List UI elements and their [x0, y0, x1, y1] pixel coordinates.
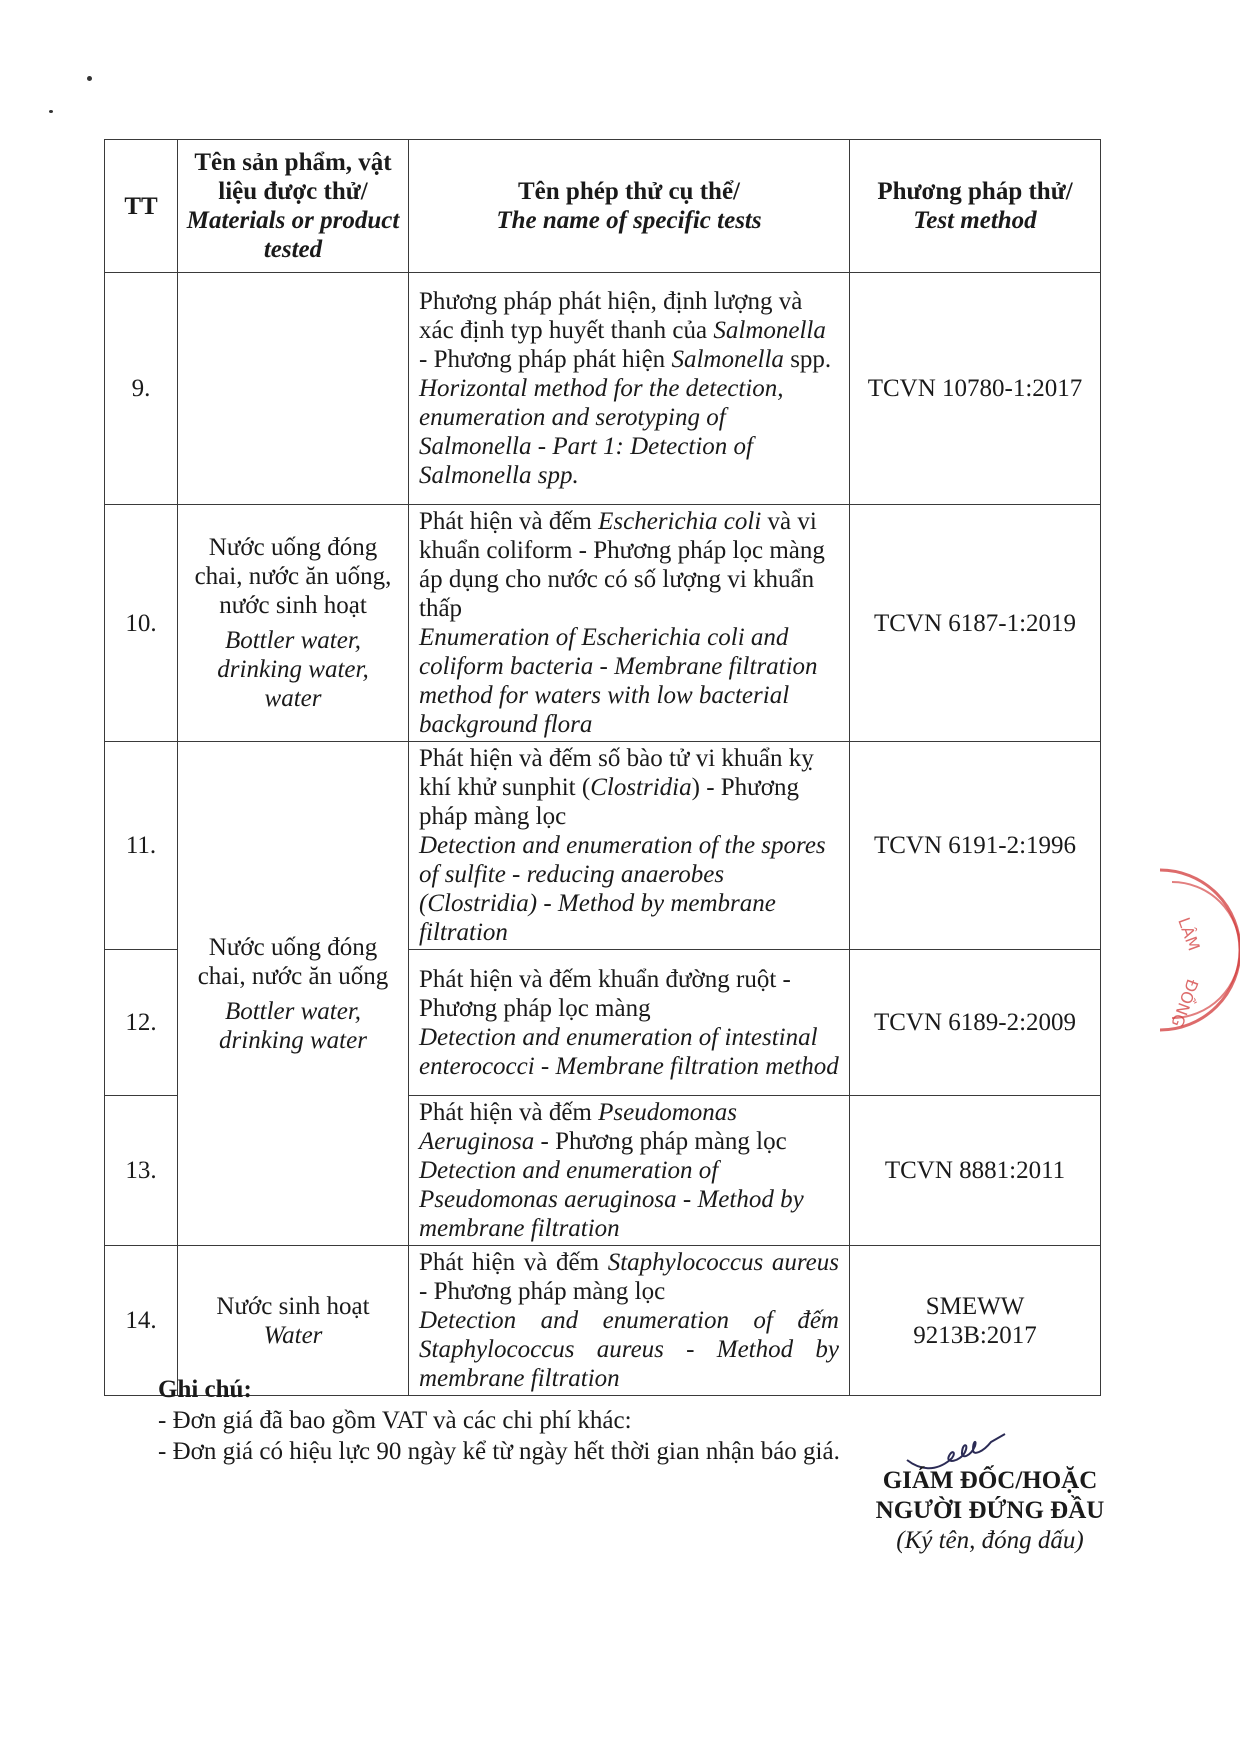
test-vi-organism: Escherichia coli [598, 508, 762, 535]
material-vi: Nước uống đóng chai, nước ăn uống, nước sinh hoạt [194, 534, 392, 619]
test-vi-organism: Clostridia [590, 774, 692, 801]
method-cell: TCVN 6191-2:1996 [850, 742, 1101, 950]
row-number: 14. [105, 1246, 178, 1396]
test-en: Horizontal method for the detection, enumeration and serotyping of Salmonella - Part 1: Detection of Salmonella spp. [419, 375, 784, 489]
material-cell [178, 505, 409, 742]
method-cell [850, 1246, 1101, 1396]
stamp-seal [1150, 860, 1240, 1040]
test-vi-text: Phương pháp phát hiện, định lượng và xác định typ huyết thanh của [419, 288, 803, 344]
test-vi-text: spp. [783, 346, 832, 373]
test-en: Enumeration of Escherichia coli and coliform bacteria - Membrane filtration method for waters with low bacterial background flora [419, 624, 818, 738]
header-tt: TT [105, 140, 178, 273]
header-method-en: Test method [913, 207, 1037, 234]
header-tests-vi: Tên phép thử cụ thể/ [518, 178, 740, 205]
scan-speck [49, 110, 53, 113]
test-en: Detection and enumeration of intestinal enterococci - Membrane filtration method [419, 1023, 839, 1080]
test-vi-text: Phát hiện và đếm [419, 1249, 608, 1276]
row-number: 12. [105, 950, 178, 1096]
header-materials [178, 140, 409, 273]
method-cell: TCVN 6187-1:2019 [850, 505, 1101, 742]
test-vi [419, 1248, 839, 1306]
test-vi-text: Phát hiện và đếm số bào tử vi khuẩn kỵ khí khử sunphit ( [419, 745, 814, 801]
test-en: Detection and enumeration of đếm Staphylococcus aureus - Method by membrane filtration [419, 1307, 839, 1392]
tests-table [104, 139, 1101, 1396]
test-cell [409, 742, 850, 950]
material-vi: Nước uống đóng chai, nước ăn uống [197, 933, 389, 990]
test-vi-organism: Pseudomonas Aeruginosa [419, 1099, 738, 1155]
scan-speck [87, 76, 92, 81]
test-vi-text: Phát hiện và đếm [419, 508, 599, 535]
header-tests [409, 140, 850, 273]
method-cell: TCVN 10780-1:2017 [850, 273, 1101, 505]
svg-text:ĐỒNG: ĐỒNG [1167, 976, 1203, 1030]
test-cell [409, 1246, 850, 1396]
test-vi-text: - Phương pháp phát hiện [419, 346, 672, 373]
row-number: 10. [105, 505, 178, 742]
note-line: - Đơn giá có hiệu lực 90 ngày kể từ ngày hết thời gian nhận báo giá. [158, 1438, 840, 1465]
test-cell [409, 1096, 850, 1246]
signature-block [840, 1466, 1140, 1556]
material-vi: Nước sinh hoạt [216, 1292, 370, 1320]
signature-title: GIÁM ĐỐC/HOẶC [882, 1467, 1098, 1494]
test-en: Detection and enumeration of Pseudomonas aeruginosa - Method by membrane filtration [419, 1157, 804, 1242]
method-line: 9213B:2017 [913, 1321, 1037, 1349]
notes-section [158, 1374, 840, 1467]
test-vi-text: và vi khuẩn coliform - Phương pháp lọc màng áp dụng cho nước có số lượng vi khuẩn thấp [419, 508, 825, 622]
table-row [105, 505, 1101, 742]
table-header-row [105, 140, 1101, 273]
test-vi-organism: Salmonella [671, 346, 784, 373]
header-method-vi: Phương pháp thử/ [877, 178, 1073, 205]
notes-title: Ghi chú: [158, 1376, 252, 1403]
test-en: Detection and enumeration of the spores of sulfite - reducing anaerobes (Clostridia) - Method by membrane filtration [419, 832, 826, 946]
official-stamp [1150, 860, 1240, 1045]
material-en: Water [263, 1321, 323, 1349]
table-row [105, 742, 1101, 950]
test-cell [409, 505, 850, 742]
test-vi [419, 744, 839, 831]
signature-title: NGƯỜI ĐỨNG ĐẦU [875, 1497, 1105, 1524]
row-number: 11. [105, 742, 178, 950]
test-cell [409, 273, 850, 505]
test-vi-text: - Phương pháp màng lọc [534, 1128, 787, 1155]
material-en: Bottler water, drinking water, water [217, 627, 369, 712]
header-method [850, 140, 1101, 273]
method-cell: TCVN 8881:2011 [850, 1096, 1101, 1246]
test-vi-organism: Salmonella [713, 317, 826, 344]
material-cell-empty [178, 273, 409, 505]
material-en: Bottler water, drinking water [219, 997, 367, 1054]
method-cell: TCVN 6189-2:2009 [850, 950, 1101, 1096]
material-cell [178, 742, 409, 1246]
test-vi-organism: Staphylococcus aureus [607, 1249, 839, 1276]
row-number: 9. [105, 273, 178, 505]
signature-instruction: (Ký tên, đóng dấu) [896, 1527, 1084, 1554]
header-materials-en: Materials or product tested [186, 207, 400, 263]
table-row [105, 1246, 1101, 1396]
test-vi [419, 287, 839, 374]
svg-text:LÂM: LÂM [1174, 914, 1204, 954]
test-vi [419, 507, 839, 623]
row-number: 13. [105, 1096, 178, 1246]
table-row [105, 273, 1101, 505]
note-line: - Đơn giá đã bao gồm VAT và các chi phí khác: [158, 1407, 632, 1434]
header-tests-en: The name of specific tests [496, 207, 762, 234]
method-line: SMEWW [925, 1292, 1025, 1320]
header-materials-vi: Tên sản phẩm, vật liệu được thử/ [194, 149, 392, 205]
test-vi-text: - Phương pháp màng lọc [419, 1278, 666, 1305]
test-vi-text: ) - Phương pháp màng lọc [419, 774, 799, 830]
material-cell [178, 1246, 409, 1396]
test-vi: Phát hiện và đếm khuẩn đường ruột - Phương pháp lọc màng [419, 965, 791, 1022]
test-vi [419, 1098, 839, 1156]
test-vi-text: Phát hiện và đếm [419, 1099, 599, 1126]
test-cell [409, 950, 850, 1096]
